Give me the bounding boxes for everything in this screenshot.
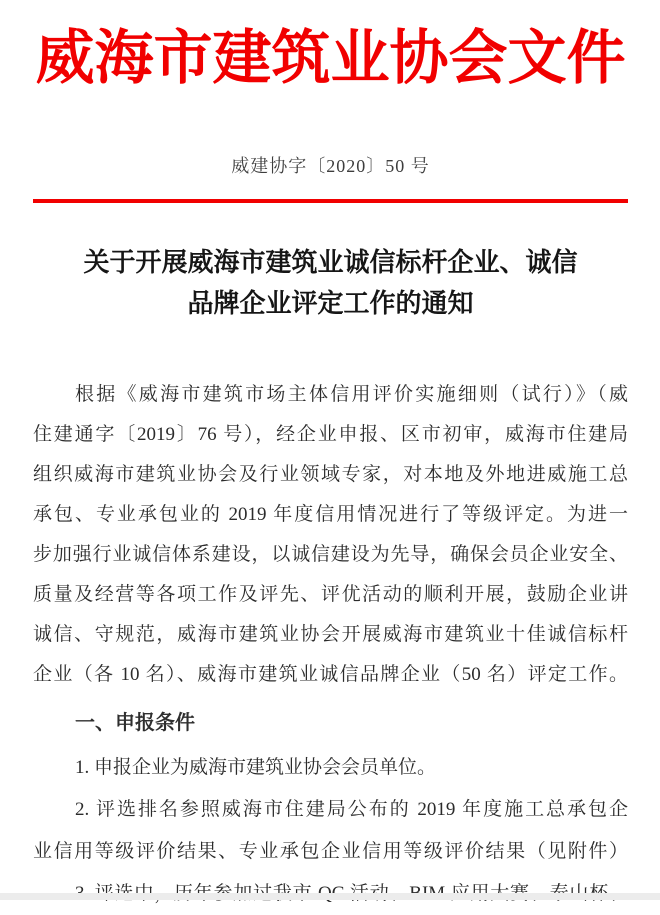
numbered-items <box>33 747 628 915</box>
body-line: 企业（各 10 名）、威海市建筑业诚信品牌企业（50 名）评定工作。 <box>33 664 628 685</box>
body-line: 诚信、守规范，威海市建筑业协会开展威海市建筑业十佳诚信标杆 <box>33 624 628 645</box>
main-paragraph <box>33 375 628 695</box>
body-line: 质量及经营等各项工作及评先、评优活动的顺利开展，鼓励企业讲 <box>33 584 628 605</box>
body-line: 组织威海市建筑业协会及行业领域专家，对本地及外地进威施工总 <box>33 464 628 485</box>
red-divider-rule <box>33 199 628 203</box>
body-line: 住建通字〔2019〕76 号），经企业申报、区市初审，威海市住建局 <box>33 424 628 445</box>
list-item-line: 2. 评选排名参照威海市住建局公布的 2019 年度施工总承包企 <box>75 799 628 820</box>
document-org-title: 威海市建筑业协会文件 <box>35 25 626 91</box>
body-line: 承包、专业承包业的 2019 年度信用情况进行了等级评定。为进一 <box>33 504 628 525</box>
document-subject-line-2: 品牌企业评定工作的通知 <box>187 289 474 318</box>
body-line: 步加强行业诚信体系建设，以诚信建设为先导，确保会员企业安全、 <box>33 544 628 565</box>
body-line: 根据《威海市建筑市场主体信用评价实施细则（试行）》（威 <box>75 384 628 405</box>
list-item-line: 业信用等级评价结果、专业承包企业信用等级评价结果（见附件） <box>33 841 628 862</box>
document-body <box>33 375 628 915</box>
document-number: 威建协字〔2020〕50 号 <box>231 156 430 176</box>
document-subject <box>33 242 628 324</box>
document-subject-line-1: 关于开展威海市建筑业诚信标杆企业、诚信 <box>83 248 578 277</box>
list-item-line: 1. 申报企业为威海市建筑业协会会员单位。 <box>75 757 437 778</box>
page-bottom-edge-strip <box>0 893 660 900</box>
section-heading: 一、申报条件 <box>75 712 195 734</box>
